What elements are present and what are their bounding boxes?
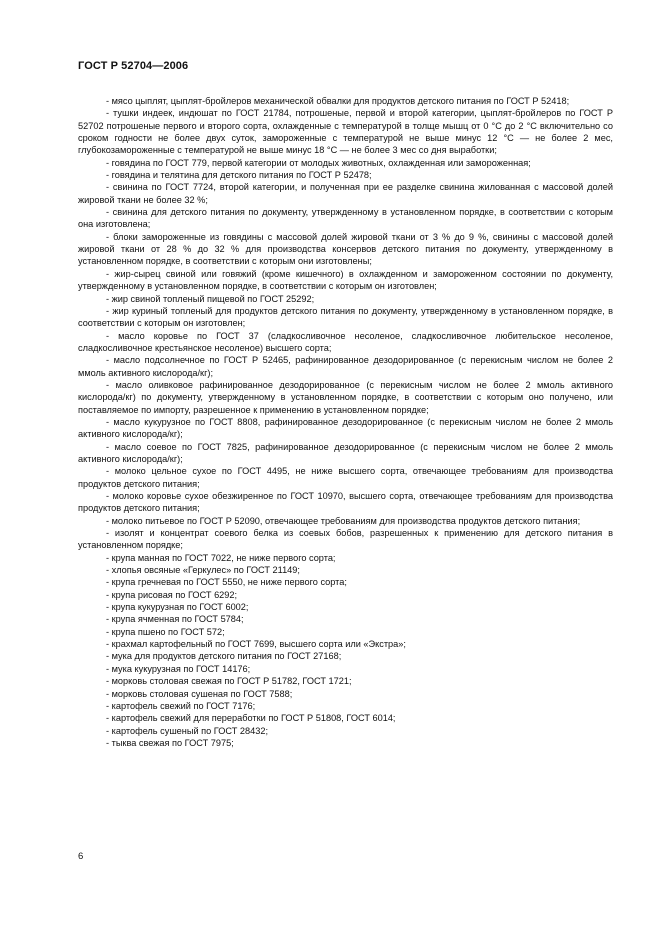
list-item: - мясо цыплят, цыплят-бройлеров механической обвалки для продуктов детского питания по ГОСТ Р 52418; [106,96,570,106]
list-item: - картофель свежий по ГОСТ 7176; [106,700,256,711]
page-header-title: ГОСТ Р 52704—2006 [78,60,189,72]
page-number: 6 [78,851,84,862]
list-item: - масло подсолнечное по ГОСТ Р 52465, рафинированное дезодорированное (с перекисным числом не более 2 ммоль активного кислорода/кг); [78,355,613,378]
list-item: - крупа пшено по ГОСТ 572; [106,626,225,637]
list-item: - крупа манная по ГОСТ 7022, не ниже первого сорта; [106,552,336,563]
list-item: - масло коровье по ГОСТ 37 (сладкосливочное несоленое, сладкосливочное любительское несоленое, сладкосливочное крестьянское несоленое) высшего сорта; [78,330,613,353]
list-item: - тыква свежая по ГОСТ 7975; [106,737,234,748]
list-item: - крупа гречневая по ГОСТ 5550, не ниже первого сорта; [106,577,347,588]
list-item: - крахмал картофельный по ГОСТ 7699, высшего сорта или «Экстра»; [106,639,406,650]
list-item: - крупа рисовая по ГОСТ 6292; [106,589,238,600]
list-item: - говядина по ГОСТ 779, первой категории от молодых животных, охлажденная или замороженная; [106,157,531,168]
list-item: - молоко питьевое по ГОСТ Р 52090, отвечающее требованиям для производства продуктов детского питания; [106,515,581,526]
list-item: - изолят и концентрат соевого белка из соевых бобов, разрешенных к применению для детского питания в установленном порядке; [78,528,613,551]
list-item: - масло соевое по ГОСТ 7825, рафинированное дезодорированное (с перекисным числом не более 2 ммоль активного кислорода/кг); [78,441,613,464]
list-item: - крупа ячменная по ГОСТ 5784; [106,614,244,625]
list-item: - говядина и телятина для детского питания по ГОСТ Р 52478; [106,170,372,181]
list-item: - масло оливковое рафинированное дезодорированное (с перекисным числом не более 2 ммоль активного кислорода/кг) по документу, утвержденному в установленном порядке, в соответствии с которым оно получено, или поставляемое по импорту, разрешенное к применению в установленном порядке; [78,379,613,415]
list-item: - молоко цельное сухое по ГОСТ 4495, не ниже высшего сорта, отвечающее требованиям для производства продуктов детского питания; [78,466,613,489]
list-item: - молоко коровье сухое обезжиренное по ГОСТ 10970, высшего сорта, отвечающее требованиям для производства продуктов детского питания; [78,491,613,514]
list-item: - хлопья овсяные «Геркулес» по ГОСТ 21149; [106,565,300,576]
list-item: - мука для продуктов детского питания по ГОСТ 27168; [106,651,342,662]
list-item: - картофель свежий для переработки по ГОСТ Р 51808, ГОСТ 6014; [106,713,396,724]
document-body [78,95,613,749]
list-item: - крупа кукурузная по ГОСТ 6002; [106,602,249,613]
list-item: - блоки замороженные из говядины с массовой долей жировой ткани от 3 % до 9 %, свинины с массовой долей жировой ткани от 28 % до 32 % для производства консервов детского питания по документу, утвержденному в установленном порядке, в соответствии с которым они изготовлены; [78,231,613,267]
list-item: - тушки индеек, индюшат по ГОСТ 21784, потрошеные, первой и второй категории, цыплят-бройлеров по ГОСТ Р 52702 потрошеные первого и второго сорта, охлажденные с температурой в толще мышц от 0 °С до 2 °С включительно со сроком годности не более двух суток, замороженные с температурой не выше минус 12 °С — не более 2 мес, глубокозамороженные с температурой не выше минус 18 °С — не более 3 мес со дня выработки; [78,108,613,156]
list-item: - картофель сушеный по ГОСТ 28432; [106,725,268,736]
list-item: - масло кукурузное по ГОСТ 8808, рафинированное дезодорированное (с перекисным числом не более 2 ммоль активного кислорода/кг); [78,416,613,440]
list-item: - свинина для детского питания по документу, утвержденному в установленном порядке, в соответствии с которым она изготовлена; [78,207,613,230]
list-item: - мука кукурузная по ГОСТ 14176; [106,663,251,674]
list-item: - морковь столовая свежая по ГОСТ Р 51782, ГОСТ 1721; [106,676,352,687]
list-item: - морковь столовая сушеная по ГОСТ 7588; [106,688,293,699]
list-item: - жир-сырец свиной или говяжий (кроме кишечного) в охлажденном и замороженном состоянии по документу, утвержденному в установленном порядке, в соответствии с которым он изготовлен; [78,268,613,292]
list-item: - жир свиной топленый пищевой по ГОСТ 25292; [106,293,315,304]
list-item: - жир куриный топленый для продуктов детского питания по документу, утвержденному в установленном порядке, в соответствии с которым он изготовлен; [78,305,613,329]
list-item: - свинина по ГОСТ 7724, второй категории, и полученная при ее разделке свинина жилованная с массовой долей жировой ткани не более 32 %; [78,182,613,205]
